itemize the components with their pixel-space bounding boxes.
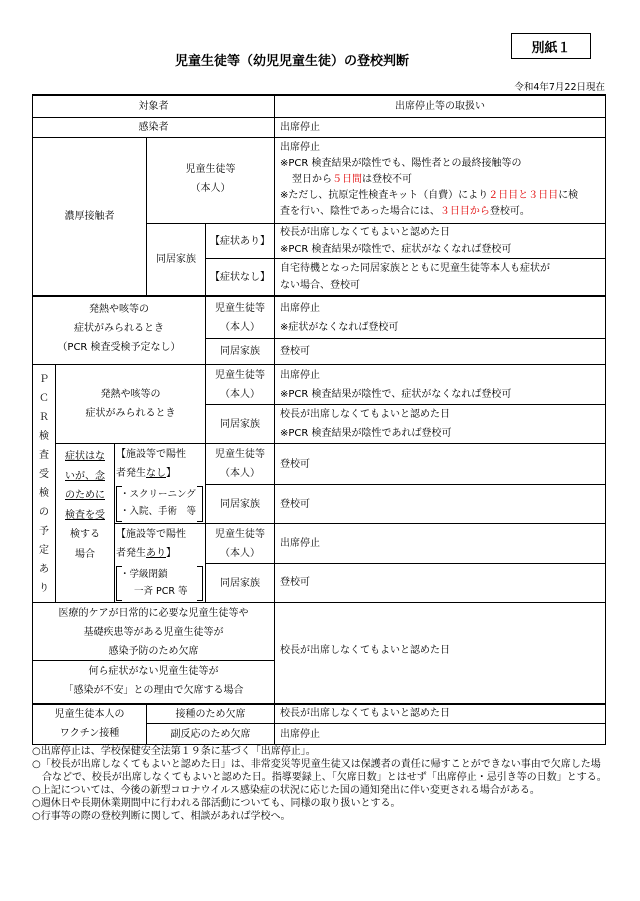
close-contact-student-value: 出席停止 ※PCR 検査結果が陰性でも、陽性者との最終接触等の 翌日から５日間は登校不可 ※ただし、抗原定性検査キット（自費）により２日目と３日目に検 査を行い、陰性であった場合には、３日目から登校可。 — [280, 142, 579, 217]
medical-value: 校長が出席しなくてもよいと認めた日 — [280, 645, 450, 656]
case-examples: ・学級閉鎖 一斉 PCR 等 — [120, 569, 188, 597]
pcr-vertical-char: 受 — [39, 469, 49, 480]
no-case-student-label: 児童生徒等 （本人） — [215, 449, 265, 479]
infected-label: 感染者 — [138, 122, 169, 133]
pcr-vertical-char: の — [39, 507, 49, 518]
note-item: ○出席停止は、学校保健安全法第１９条に基づく「出席停止」。 — [32, 746, 316, 757]
note-item: ○「校長が出席しなくてもよいと認めた日」は、非常変災等児童生徒又は保護者の責任に帰すことができない事由で欠席した場合などで、校長が出席しなくてもよいと認めた日。指導要録上、「欠席日数」とはせず「出席停止・忌引き等の日数」とする。 — [32, 759, 607, 783]
pcr-vertical-char: り — [39, 583, 49, 594]
symptom-yes-value: 校長が出席しなくてもよいと認めた日 ※PCR 検査結果が陰性で、症状がなくなれば登校可 — [280, 227, 512, 255]
pcr-fever-student-label: 児童生徒等 （本人） — [215, 370, 265, 400]
case-student-value: 出席停止 — [280, 538, 320, 549]
pcr-vertical-label — [33, 370, 55, 598]
note-item: ○週休日や長期休業期間中に行われる部活動についても、同様の取り扱いとする。 — [32, 798, 401, 809]
case-family-value: 登校可 — [280, 577, 310, 588]
pcr-fever-student-value: 出席停止 ※PCR 検査結果が陰性で、症状がなくなれば登校可 — [280, 370, 512, 400]
note-item: ○上記については、今後の新型コロナウイルス感染症の状況に応じた国の通知発出に伴い変更される場合がある。 — [32, 785, 540, 796]
close-contact-student-label: 児童生徒等 （本人） — [185, 164, 236, 194]
pcr-vertical-char: Ｐ — [39, 374, 49, 385]
notes — [32, 745, 607, 823]
fever-pending-student-value: 出席停止 ※症状がなくなれば登校可 — [280, 303, 399, 333]
medical-label: 医療的ケアが日常的に必要な児童生徒等や 基礎疾患等がある児童生徒等が 感染予防のため欠席 — [58, 608, 249, 657]
case-label: 【施設等で陽性 者発生あり】 — [116, 529, 186, 559]
symptom-no-value: 自宅待機となった同居家族とともに児童生徒等本人も症状が ない場合、登校可 — [280, 263, 550, 291]
no-case-label: 【施設等で陽性 者発生なし】 — [116, 449, 186, 479]
pcr-vertical-char: あ — [39, 564, 49, 575]
pcr-fever-family-label: 同居家族 — [220, 418, 260, 430]
attachment-badge: 別紙１ — [511, 33, 591, 59]
pcr-vertical-char: Ｃ — [39, 393, 49, 404]
case-family-label: 同居家族 — [220, 577, 260, 589]
pcr-vertical-char: 検 — [39, 488, 49, 499]
symptom-no-label: 【症状なし】 — [210, 271, 270, 283]
header-target: 対象者 — [138, 101, 169, 112]
symptom-yes-label: 【症状あり】 — [210, 235, 270, 247]
fever-pending-student-label: 児童生徒等 （本人） — [215, 303, 265, 333]
page-title: 児童生徒等（幼児児童生徒）の登校判断 — [175, 54, 410, 69]
pcr-fever-label: 発熱や咳等の 症状がみられるとき — [85, 389, 176, 419]
vaccine-label: 児童生徒本人の ワクチン接種 — [54, 709, 125, 739]
fever-pending-family-label: 同居家族 — [220, 346, 260, 357]
pcr-fever-family-value: 校長が出席しなくてもよいと認めた日 ※PCR 検査結果が陰性であれば登校可 — [280, 409, 452, 439]
no-symptom-label: 症状はな いが、念 のために 検査を受 検する 場合 — [65, 451, 105, 560]
pcr-vertical-char: Ｒ — [39, 412, 49, 423]
no-case-family-label: 同居家族 — [220, 498, 260, 510]
no-case-family-value: 登校可 — [280, 499, 310, 510]
vaccine-row1-value: 校長が出席しなくてもよいと認めた日 — [280, 708, 450, 719]
fever-pending-label: 発熱や咳等の 症状がみられるとき （PCR 検査受検予定なし） — [57, 304, 181, 353]
case-student-label: 児童生徒等 （本人） — [215, 529, 265, 559]
header-handling: 出席停止等の取扱い — [395, 101, 485, 112]
vaccine-row2-value: 出席停止 — [280, 729, 320, 740]
date: 令和4年7月22日現在 — [514, 82, 605, 93]
no-case-examples: ・スクリーニング ・入院、手術 等 — [120, 489, 197, 517]
pcr-vertical-char: 予 — [39, 526, 49, 537]
vaccine-row1-label: 接種のため欠席 — [175, 708, 246, 720]
no-case-student-value: 登校可 — [280, 459, 310, 470]
note-item: ○行事等の際の登校判断に関して、相談があれば学校へ。 — [32, 811, 291, 822]
pcr-vertical-char: 査 — [39, 450, 49, 461]
infected-value: 出席停止 — [280, 122, 320, 133]
fever-pending-family-value: 登校可 — [280, 346, 310, 357]
pcr-vertical-char: 定 — [39, 545, 49, 556]
anxiety-label: 何ら症状がない児童生徒等が 「感染が不安」との理由で欠席する場合 — [63, 666, 244, 696]
close-contact-label: 濃厚接触者 — [64, 211, 115, 222]
pcr-vertical-char: 検 — [39, 431, 49, 442]
close-contact-family-label: 同居家族 — [156, 254, 196, 265]
vaccine-row2-label: 副反応のため欠席 — [170, 728, 251, 740]
